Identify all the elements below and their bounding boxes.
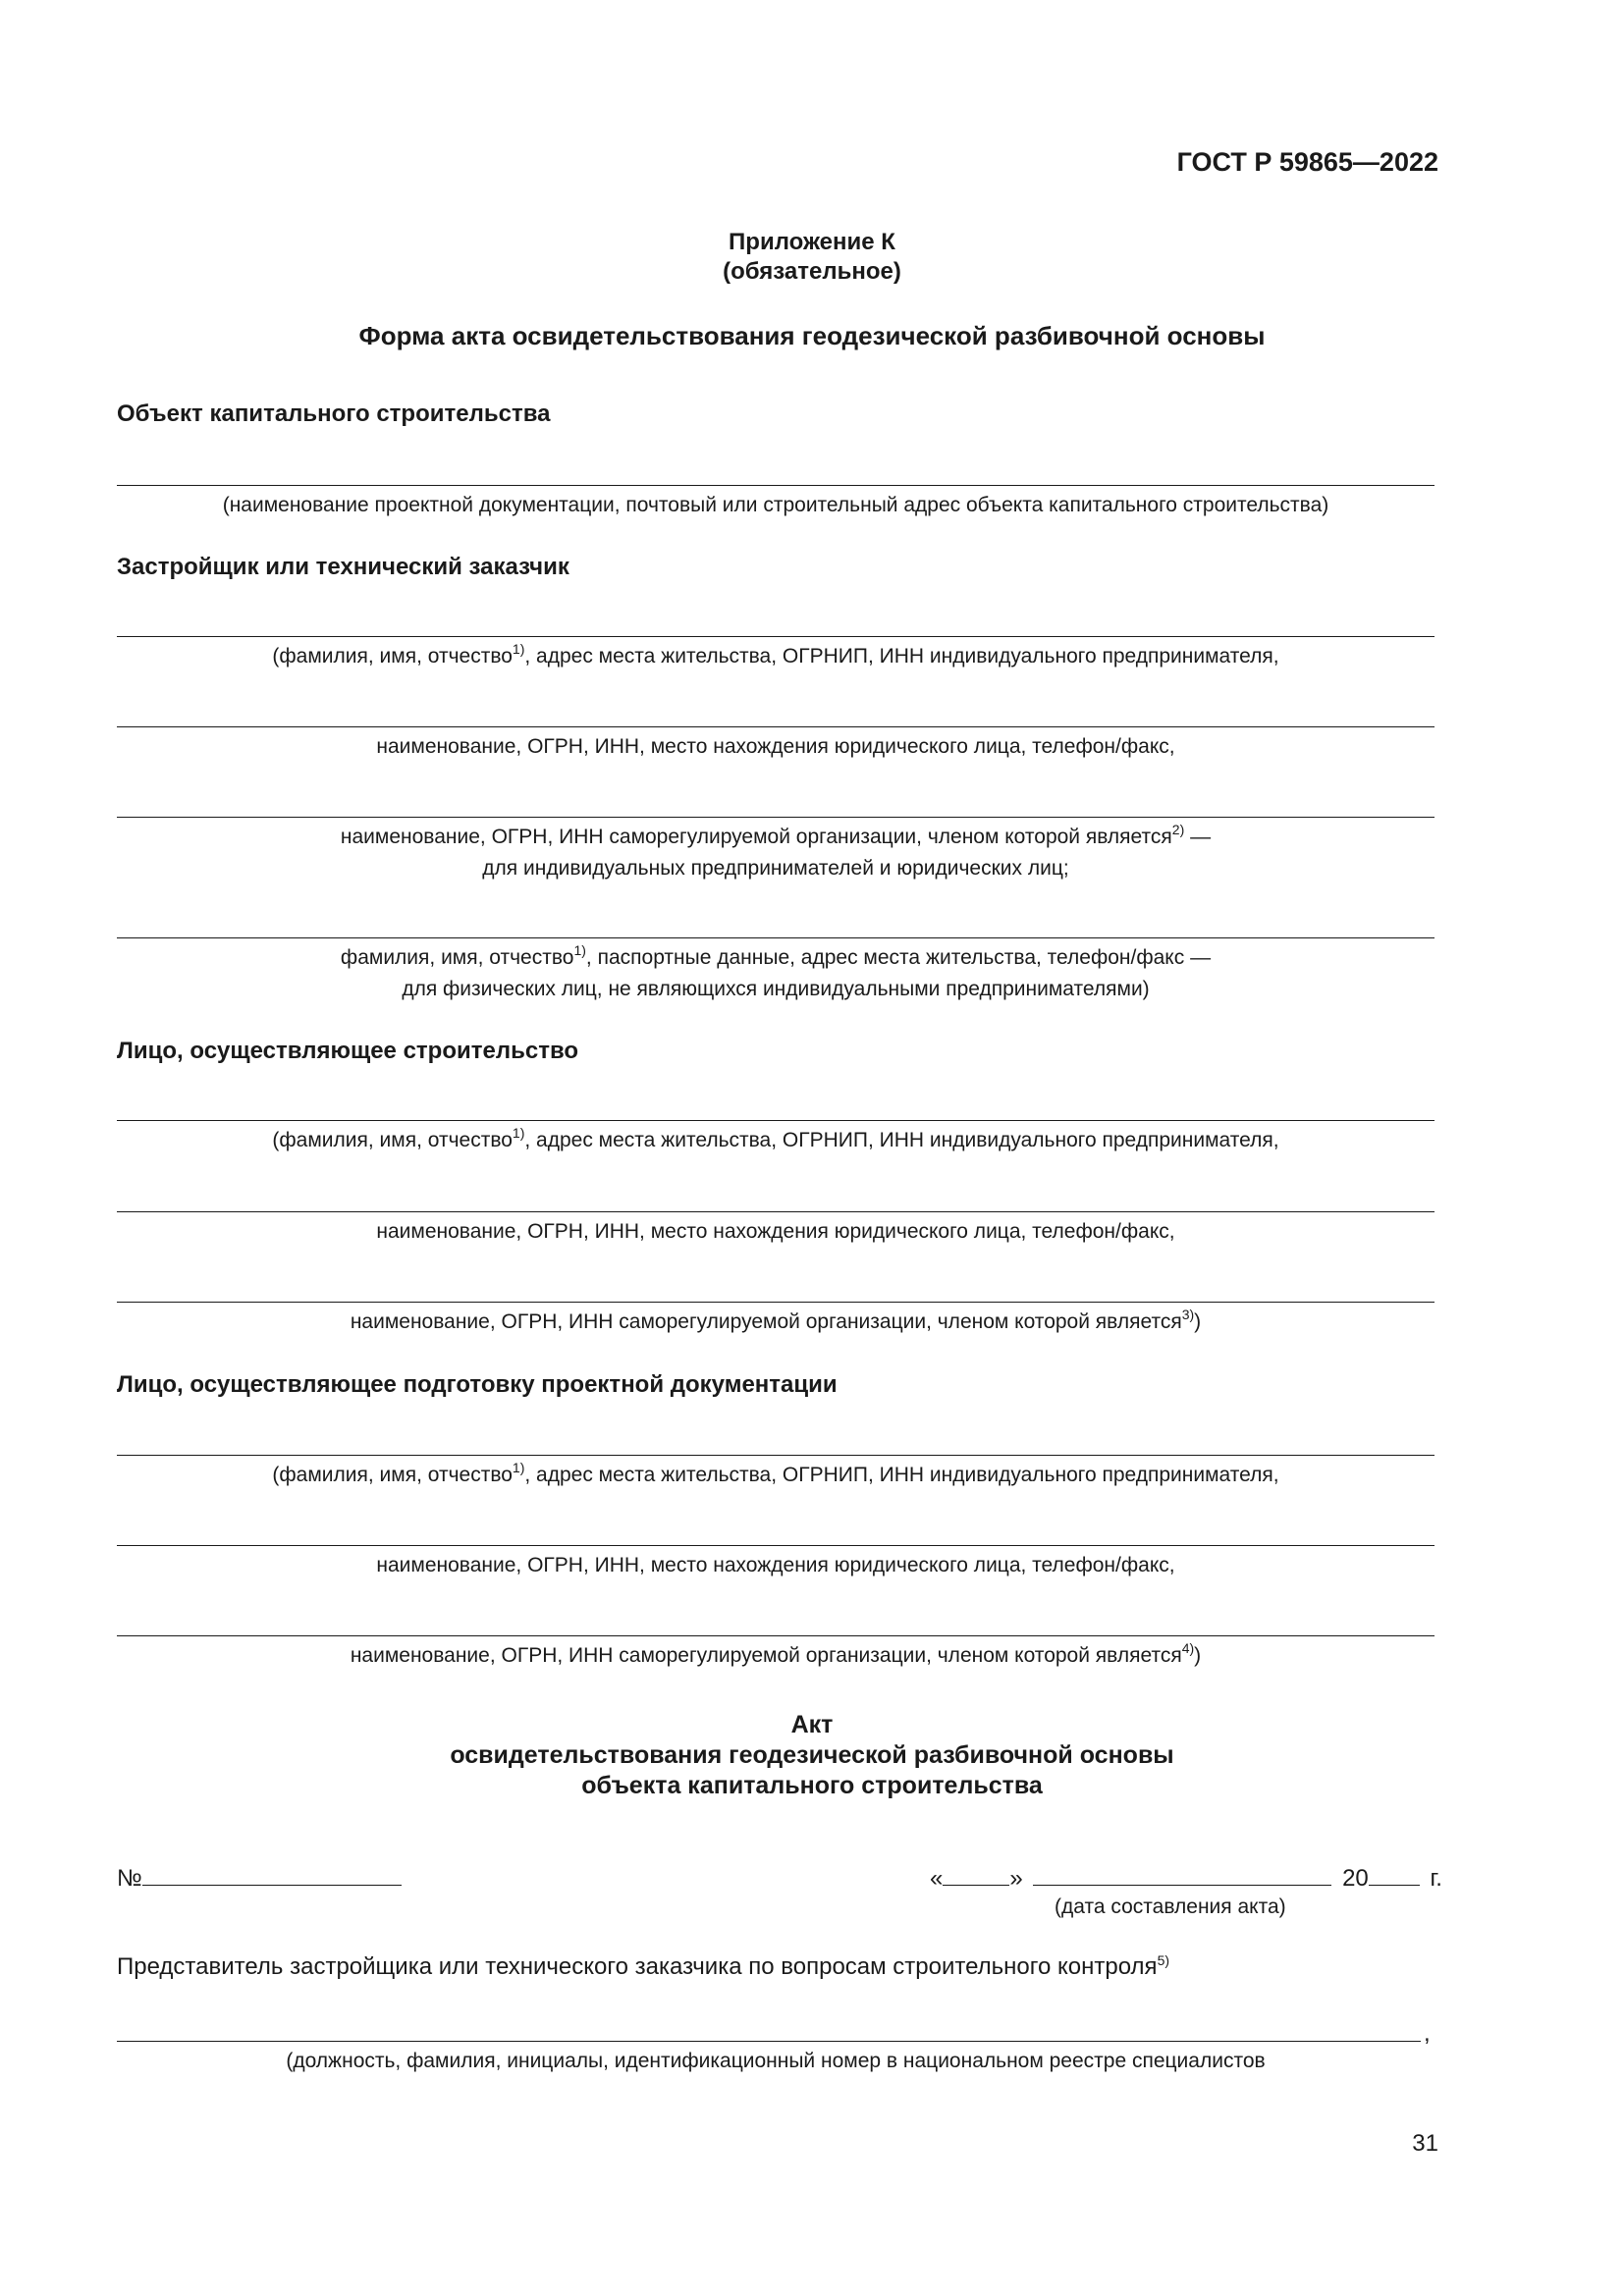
act-title-line: объекта капитального строительства xyxy=(581,1772,1043,1799)
object-fill-line[interactable] xyxy=(117,485,1435,486)
representative-fill-line[interactable] xyxy=(117,2041,1421,2042)
quote-close: » xyxy=(1009,1865,1023,1892)
annex-heading xyxy=(0,228,1624,287)
representative-comma: , xyxy=(1424,2020,1431,2047)
footnote-ref: 1) xyxy=(512,641,525,657)
caption-text: ) xyxy=(1194,1310,1202,1333)
caption-text: для индивидуальных предпринимателей и юридических лиц; xyxy=(482,857,1069,880)
act-title-line: Акт xyxy=(790,1711,834,1738)
developer-fill-line-2[interactable] xyxy=(117,726,1435,727)
quote-open: « xyxy=(930,1865,944,1892)
standard-designation: ГОСТ Р 59865—2022 xyxy=(1176,147,1438,177)
builder-fill-line-3[interactable] xyxy=(117,1302,1435,1303)
footnote-ref: 1) xyxy=(512,1125,525,1141)
caption-text: — xyxy=(1184,826,1212,848)
builder-caption-3 xyxy=(0,1307,1551,1338)
caption-text: (фамилия, имя, отчество xyxy=(272,1464,513,1486)
representative-caption: (должность, фамилия, инициалы, идентификационный номер в национальном реестре специалистов xyxy=(286,2050,1266,2072)
designer-fill-line-2[interactable] xyxy=(117,1545,1435,1546)
act-date xyxy=(930,1863,1442,1893)
caption-text: , адрес места жительства, ОГРНИП, ИНН индивидуального предпринимателя, xyxy=(524,1129,1279,1151)
date-day-field[interactable] xyxy=(943,1863,1009,1886)
builder-caption-2: наименование, ОГРН, ИНН, место нахождения юридического лица, телефон/факс, xyxy=(376,1220,1175,1243)
designer-heading: Лицо, осуществляющее подготовку проектной документации xyxy=(117,1371,838,1398)
caption-text: (фамилия, имя, отчество xyxy=(272,645,513,667)
footnote-ref: 4) xyxy=(1181,1640,1195,1656)
act-number-field[interactable] xyxy=(142,1863,402,1886)
developer-fill-line-1[interactable] xyxy=(117,636,1435,637)
designer-caption-1 xyxy=(0,1460,1551,1491)
annex-status: (обязательное) xyxy=(723,258,901,285)
caption-text: наименование, ОГРН, ИНН саморегулируемой организации, членом которой является xyxy=(350,1310,1182,1333)
caption-text: , паспортные данные, адрес места жительства, телефон/факс — xyxy=(585,946,1212,969)
form-title: Форма акта освидетельствования геодезической разбивочной основы xyxy=(358,321,1266,350)
year-prefix: 20 xyxy=(1342,1865,1369,1892)
builder-caption-1 xyxy=(0,1125,1551,1156)
builder-heading: Лицо, осуществляющее строительство xyxy=(117,1038,579,1064)
footnote-ref: 5) xyxy=(1157,1952,1170,1968)
date-month-field[interactable] xyxy=(1033,1863,1331,1886)
footnote-ref: 1) xyxy=(573,942,586,958)
caption-text: фамилия, имя, отчество xyxy=(340,946,574,969)
builder-fill-line-2[interactable] xyxy=(117,1211,1435,1212)
caption-text: , адрес места жительства, ОГРНИП, ИНН индивидуального предпринимателя, xyxy=(524,645,1279,667)
designer-fill-line-3[interactable] xyxy=(117,1635,1435,1636)
representative-label xyxy=(117,1953,1169,1981)
act-title xyxy=(0,1710,1624,1801)
object-caption: (наименование проектной документации, почтовый или строительный адрес объекта капитального строительства) xyxy=(222,494,1329,516)
caption-text: для физических лиц, не являющихся индивидуальными предпринимателями) xyxy=(402,978,1150,1000)
developer-fill-line-3[interactable] xyxy=(117,817,1435,818)
year-suffix: г. xyxy=(1430,1865,1442,1892)
number-sign: № xyxy=(117,1865,142,1892)
caption-text: (фамилия, имя, отчество xyxy=(272,1129,513,1151)
developer-caption-2: наименование, ОГРН, ИНН, место нахождения юридического лица, телефон/факс, xyxy=(376,735,1175,758)
footnote-ref: 1) xyxy=(512,1460,525,1475)
developer-caption-1 xyxy=(0,641,1551,672)
developer-heading: Застройщик или технический заказчик xyxy=(117,554,569,580)
developer-caption-4 xyxy=(0,942,1551,1005)
developer-caption-3 xyxy=(0,822,1551,884)
date-caption: (дата составления акта) xyxy=(1055,1896,1286,1918)
caption-text: наименование, ОГРН, ИНН саморегулируемой организации, членом которой является xyxy=(340,826,1172,848)
annex-title: Приложение К xyxy=(729,229,895,255)
caption-text: ) xyxy=(1194,1644,1202,1667)
act-number xyxy=(117,1863,402,1893)
designer-caption-3 xyxy=(0,1640,1551,1672)
builder-fill-line-1[interactable] xyxy=(117,1120,1435,1121)
designer-caption-2: наименование, ОГРН, ИНН, место нахождения юридического лица, телефон/факс, xyxy=(376,1554,1175,1576)
developer-fill-line-4[interactable] xyxy=(117,937,1435,938)
footnote-ref: 3) xyxy=(1181,1307,1195,1322)
footnote-ref: 2) xyxy=(1171,822,1185,837)
caption-text: наименование, ОГРН, ИНН саморегулируемой организации, членом которой является xyxy=(350,1644,1182,1667)
act-title-line: освидетельствования геодезической разбивочной основы xyxy=(450,1741,1174,1769)
object-heading: Объект капитального строительства xyxy=(117,400,551,427)
date-year-field[interactable] xyxy=(1369,1863,1420,1886)
page-number: 31 xyxy=(1412,2130,1438,2157)
representative-text: Представитель застройщика или технического заказчика по вопросам строительного контроля xyxy=(117,1953,1158,1980)
caption-text: , адрес места жительства, ОГРНИП, ИНН индивидуального предпринимателя, xyxy=(524,1464,1279,1486)
designer-fill-line-1[interactable] xyxy=(117,1455,1435,1456)
